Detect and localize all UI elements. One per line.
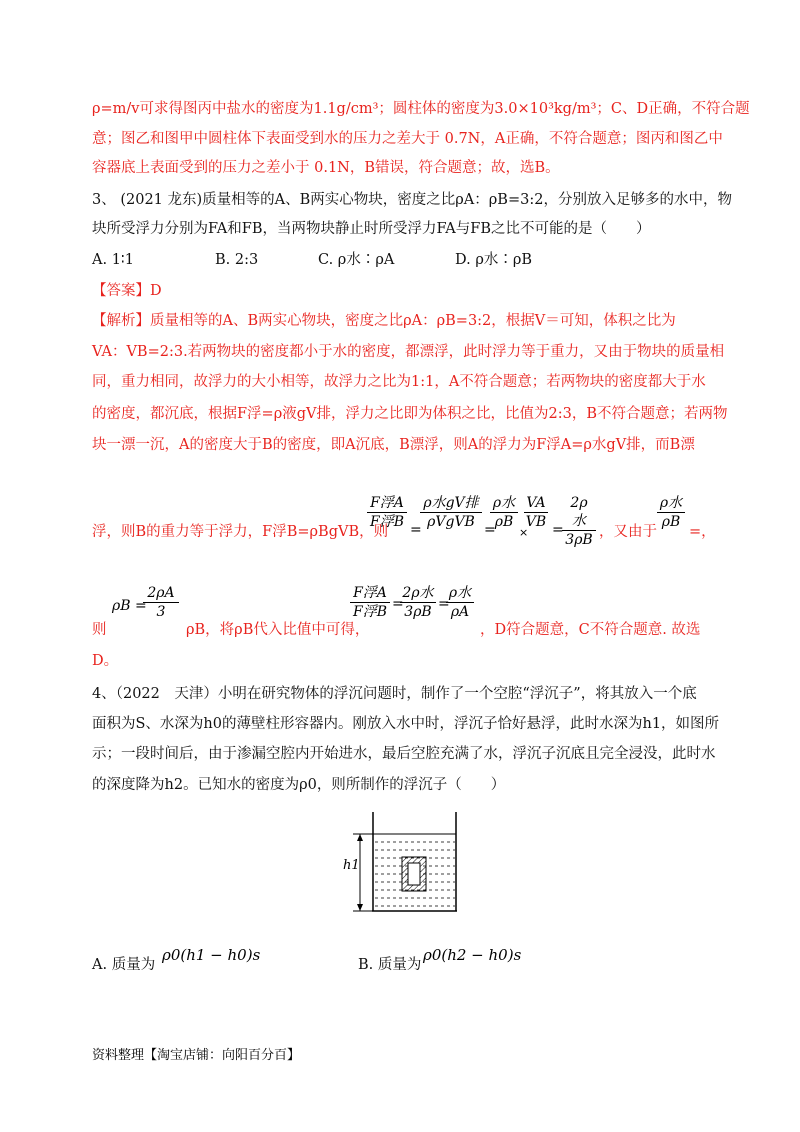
fraction: 2ρ水 3ρB	[562, 494, 596, 549]
question-4-line: 4、（2022 天津）小明在研究物体的浮沉问题时，制作了一个空腔“浮沉子”，将其放入一个底	[92, 686, 697, 702]
fraction: ρ水 ρB	[490, 494, 518, 531]
option-c: C. ρ水∶ρA	[318, 252, 395, 268]
text-fragment: ρB，将ρB代入比值中可得，	[186, 622, 370, 638]
question-3-line: 块所受浮力分别为FA和FB，当两物块静止时所受浮力FA与FB之比不可能的是（ ）	[92, 221, 651, 237]
text-line: ρ=m/v可求得图丙中盐水的密度为1.1g/cm³；圆柱体的密度为3.0×10³kg/m³；C、D正确，不符合题	[92, 101, 750, 117]
text-fragment: ，又由于	[599, 524, 657, 540]
explanation-line: 同，重力相同，故浮力的大小相等，故浮力之比为1:1，A不符合题意；若两物块的密度都大于水	[92, 374, 706, 390]
text-fragment: 则	[92, 622, 107, 638]
equals-sign: =	[484, 522, 496, 538]
times-sign: ×	[519, 526, 529, 539]
fraction: ρ水 ρA	[446, 584, 474, 621]
q4-option-a-label: A. 质量为	[92, 957, 156, 973]
equals-sign: =	[552, 522, 564, 538]
fraction: 2ρ水 3ρB	[400, 584, 436, 621]
text-fragment: =，	[689, 524, 716, 540]
explanation-line: 浮，则B的重力等于浮力，F浮B=ρBgVB，则	[92, 524, 389, 540]
explanation-line: VA：VB=2:3.若两物块的密度都小于水的密度，都漂浮，此时浮力等于重力，又由于物块的质量相	[92, 344, 725, 360]
text-fragment: D。	[92, 653, 119, 669]
fraction: F浮A F浮B	[350, 584, 390, 621]
q4-option-b-label: B. 质量为	[358, 957, 422, 973]
text-line: 意；图乙和图甲中圆柱体下表面受到水的压力之差大于 0.7N，A正确，不符合题意；图丙和图乙中	[92, 131, 723, 147]
option-d: D. ρ水∶ρB	[455, 252, 533, 268]
question-4-line: 示；一段时间后，由于渗漏空腔内开始进水，最后空腔充满了水，浮沉子沉底且完全浸没，此时水	[92, 746, 716, 762]
option-a: A. 1∶1	[92, 252, 134, 268]
answer-label: 【答案】D	[92, 283, 162, 299]
text-line: 容器底上表面受到的压力之差小于 0.1N，B错误，符合题意；故，选B。	[92, 160, 560, 176]
explanation-line: 的密度，都沉底，根据F浮=ρ液gV排，浮力之比即为体积之比，比值为2:3，B不符合题意；若两物	[92, 406, 728, 422]
footer-source: 资料整理【淘宝店铺：向阳百分百】	[92, 1048, 301, 1063]
question-4-line: 面积为S、水深为h0的薄壁柱形容器内。刚放入水中时，浮沉子恰好悬浮，此时水深为h1，如图所	[92, 716, 720, 732]
fraction: F浮A F浮B	[367, 494, 407, 531]
fraction: $\frac{VA}{VB}$	[525, 495, 547, 530]
equals-sign: =	[410, 522, 422, 538]
explanation-line: 【解析】质量相等的A、B两实心物块，密度之比ρA：ρB=3:2，根据V＝可知，体积之比为	[92, 313, 676, 329]
explanation-line: 块一漂一沉，A的密度大于B的密度，即A沉底，B漂浮，则A的浮力为F浮A=ρ水gV排，而B漂	[92, 437, 695, 453]
question-4-line: 的深度降为h2。已知水的密度为ρ0，则所制作的浮沉子（ ）	[92, 777, 506, 793]
equals-sign: =	[392, 596, 404, 612]
fraction: ρ水gV排 ρVgVB	[420, 494, 482, 531]
equals-sign: =	[438, 596, 450, 612]
rho-b-symbol: ρB =	[112, 598, 147, 614]
q4-option-a-expression: ρ0(h1 − h0)s	[162, 946, 261, 964]
question-3-line: 3、 (2021 龙东)质量相等的A、B两实心物块，密度之比ρA：ρB=3:2，分别放入足够多的水中，物	[92, 192, 732, 208]
option-b: B. 2:3	[215, 252, 259, 268]
fraction: ρ水 ρB	[657, 494, 685, 531]
fraction: $\frac{2\rho A}{3}$	[143, 584, 179, 621]
q4-option-b-expression: ρ0(h2 − h0)s	[423, 946, 522, 964]
text-fragment: ，D符合题意，C不符合题意. 故选	[480, 622, 701, 638]
h1-label: h1	[343, 858, 360, 873]
